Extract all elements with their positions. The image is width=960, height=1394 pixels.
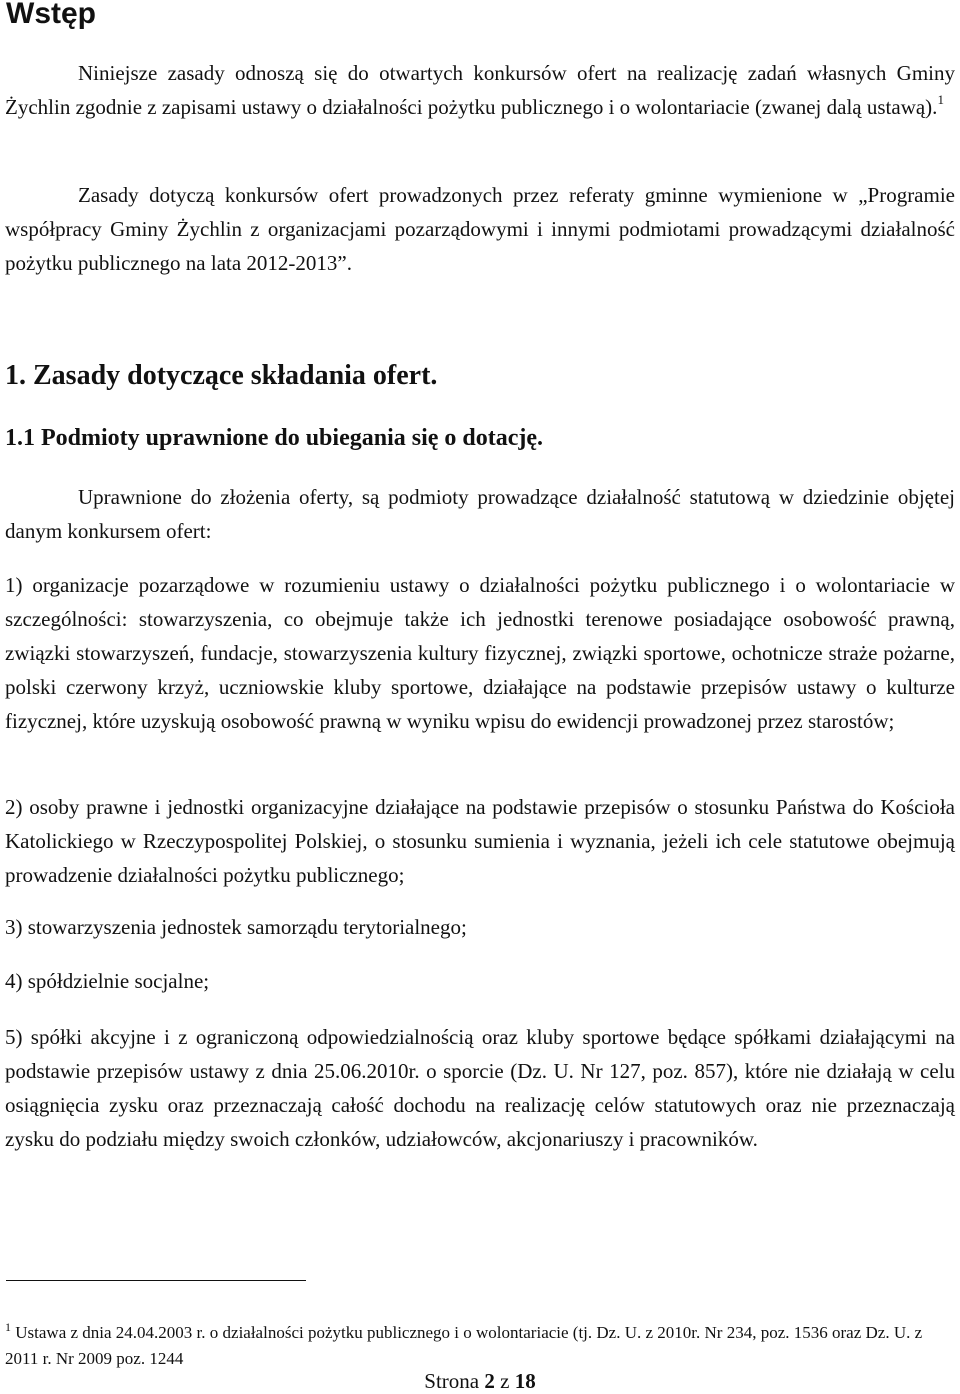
- footnote-reference: 1: [937, 92, 944, 107]
- list-item-2: 2) osoby prawne i jednostki organizacyjne działające na podstawie przepisów o stosunku Państwa do Kościoła Katolickiego w Rzeczypospolitej Polskiej, o stosunku sumienia i wyznania, jeżeli ich cele statutowe obejmują prowadzenie działalności pożytku publicznego;: [5, 795, 955, 887]
- footnote: [5, 1320, 955, 1372]
- list-item-3: 3) stowarzyszenia jednostek samorządu terytorialnego;: [5, 915, 467, 939]
- heading-1-1: 1.1 Podmioty uprawnione do ubiegania się o dotację.: [5, 425, 544, 451]
- page-number-total: 18: [514, 1369, 536, 1393]
- footnote-mark: 1: [5, 1320, 11, 1334]
- list-item-4: 4) spółdzielnie socjalne;: [5, 969, 210, 993]
- page-number-current: 2: [484, 1369, 495, 1393]
- section-heading-wstep: Wstęp: [6, 0, 96, 30]
- footnote-text: Ustawa z dnia 24.04.2003 r. o działalności pożytku publicznego i o wolontariacie (tj. Dz. U. z 2010r. Nr 234, poz. 1536 oraz Dz. U. z 2011 r. Nr 2009 poz. 1244: [5, 1323, 923, 1368]
- intro-paragraph-2: Zasady dotyczą konkursów ofert prowadzonych przez referaty gminne wymienione w „Programie współpracy Gminy Żychlin z organizacjami pozarządowymi i innymi podmiotami prowadzącymi działalność pożytku publicznego na lata 2012-2013”.: [5, 183, 955, 275]
- list-item-5: 5) spółki akcyjne i z ograniczoną odpowiedzialnością oraz kluby sportowe będące spółkami działającymi na podstawie przepisów ustawy z dnia 25.06.2010r. o sporcie (Dz. U. Nr 127, poz. 857), które nie działają w celu osiągnięcia zysku oraz przeznaczają całość dochodu na realizację celów statutowych oraz nie przeznaczają zysku do podziału między swoich członków, udziałowców, akcjonariuszy i pracowników.: [5, 1025, 955, 1151]
- heading-1: 1. Zasady dotyczące składania ofert.: [5, 360, 438, 391]
- list-item-1: 1) organizacje pozarządowe w rozumieniu ustawy o działalności pożytku publicznego i o wolontariacie w szczególności: stowarzyszenia, co obejmuje także ich jednostki terenowe posiadające osobowość prawną, związki stowarzyszeń, fundacje, stowarzyszenia kultury fizycznej, związki sportowe, ochotnicze straże pożarne, polski czerwony krzyż, uczniowskie kluby sportowe, działające na podstawie przepisów ustawy o kulturze fizycznej, które uzyskują osobowość prawną w wyniku wpisu do ewidencji prowadzonej przez starostów;: [5, 573, 955, 733]
- intro-paragraph-1-text: Niniejsze zasady odnoszą się do otwartych konkursów ofert na realizację zadań własnych Gminy Żychlin zgodnie z zapisami ustawy o działalności pożytku publicznego i o wolontariacie (zwanej dalą ustawą).: [5, 61, 955, 119]
- intro-paragraph-1: [5, 56, 955, 124]
- page-number-label: Strona: [424, 1369, 480, 1393]
- page-number-sep: z: [500, 1369, 510, 1393]
- page-number: [0, 1368, 960, 1394]
- eligibility-lead: Uprawnione do złożenia oferty, są podmioty prowadzące działalność statutową w dziedzinie objętej danym konkursem ofert:: [5, 485, 955, 543]
- footnote-separator: [6, 1280, 306, 1281]
